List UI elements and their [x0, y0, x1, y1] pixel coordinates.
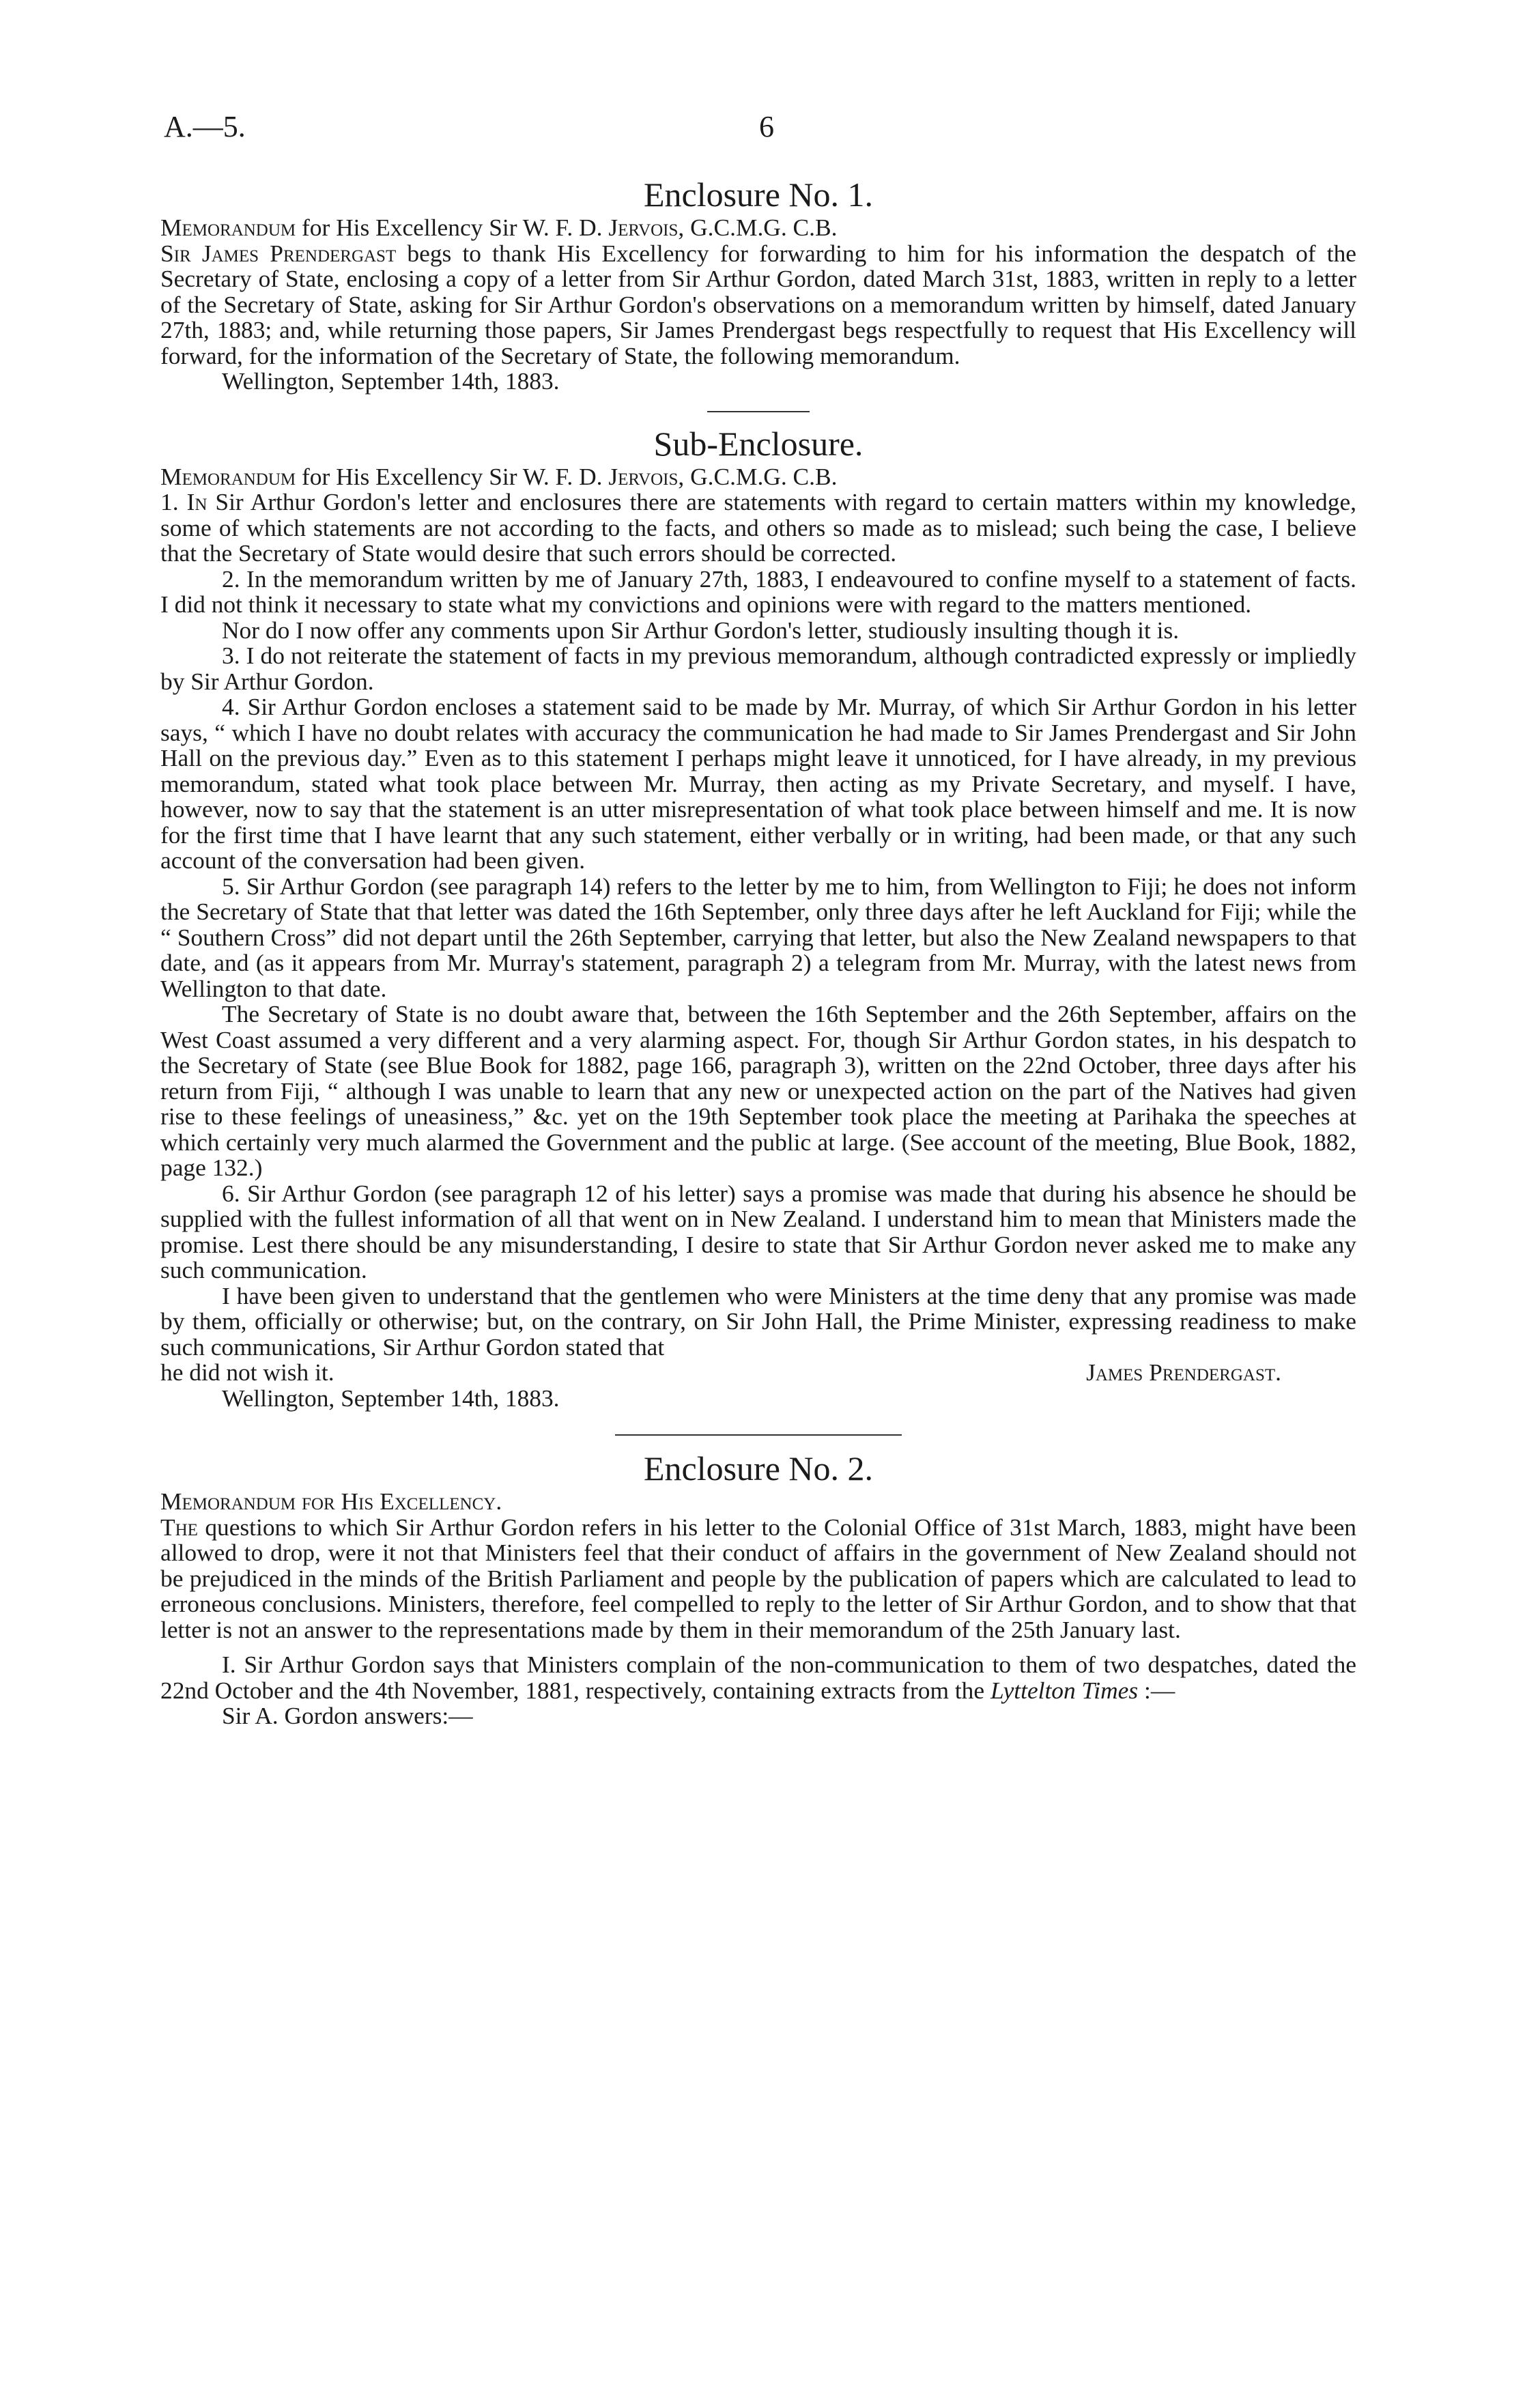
- lead-word: The: [160, 1513, 198, 1541]
- lead-name: Sir James Prendergast: [160, 239, 397, 267]
- sub-enclosure-paragraph-6b: I have been given to understand that the gentlemen who were Ministers at the time deny that any promise was made by them, officially or otherwise; but, on the contrary, on Sir John Hall, the Prime Minister, expressing readiness to make such communications, Sir Arthur Gordon stated that: [160, 1281, 1356, 1361]
- enclosure-1-memo-title: [160, 215, 1356, 241]
- sub-enclosure-paragraph-2: 2. In the memorandum written by me of January 27th, 1883, I endeavoured to confine myself to a statement of facts. I did not think it necessary to state what my convictions and opinions were with regard to the matters mentioned.: [160, 565, 1356, 618]
- sub-enclosure-dateline: Wellington, September 14th, 1883.: [222, 1384, 560, 1412]
- paragraph-text: questions to which Sir Arthur Gordon refers in his letter to the Colonial Office of 31st March, 1883, might have been allowed to drop, were it not that Ministers feel that their conduct of affairs in the government of New Zealand should not be prejudiced in the minds of the British Parliament and people by the publication of papers which are calculated to lead to erroneous conclusions. Ministers, therefore, feel compelled to reply to the letter of Sir Arthur Gordon, and to show that that letter is not an answer to the representations made by them in their memorandum of the 25th January last.: [160, 1513, 1356, 1643]
- sub-enclosure-paragraph-6: 6. Sir Arthur Gordon (see paragraph 12 of his letter) says a promise was made that during his absence he should be supplied with the fullest information of all that went on in New Zealand. I understand him to mean that Ministers made the promise. Lest there should be any misunderstanding, I desire to state that Sir Arthur Gordon never asked me to make any such communication.: [160, 1179, 1356, 1283]
- memo-rest: for His Excellency Sir W. F. D.: [302, 462, 603, 490]
- page-number: 6: [759, 110, 774, 143]
- memo-end: , G.C.M.G. C.B.: [678, 214, 838, 241]
- sub-enclosure-paragraph-5: 5. Sir Arthur Gordon (see paragraph 14) refers to the letter by me to him, from Wellington to Fiji; he does not inform the Secretary of State that that letter was dated the 16th September, only three days after he left Auckland for Fiji; while the “ Southern Cross” did not depart until the 26th September, carrying that letter, but also the New Zealand newspapers to that date, and (as it appears from Mr. Murray's statement, paragraph 2) a telegram from Mr. Murray, with the latest news from Wellington to that date.: [160, 872, 1356, 1002]
- memo-word: Memorandum: [160, 462, 296, 490]
- sub-enclosure-paragraph-1: [160, 489, 1356, 567]
- sub-enclosure-paragraph-3: 3. I do not reiterate the statement of facts in my previous memorandum, although contradicted expressly or impliedly by Sir Arthur Gordon.: [160, 642, 1356, 695]
- lead-word: 1. In: [160, 488, 208, 515]
- sub-enclosure-memo-title: [160, 464, 1356, 490]
- sub-enclosure-paragraph-5b: The Secretary of State is no doubt aware that, between the 16th September and the 26th September, affairs on the West Coast assumed a very different and a very alarming aspect. For, though Sir Arthur Gordon states, in his despatch to the Secretary of State (see Blue Book for 1882, page 166, paragraph 3), written on the 22nd October, three days after his return from Fiji, “ although I was unable to learn that any new or unexpected action on the part of the Natives had given rise to these feelings of uneasiness,” &c. yet on the 19th September took place the meeting at Parihaka the speeches at which certainly very much alarmed the Government and the public at large. (See account of the meeting, Blue Book, 1882, page 132.): [160, 1000, 1356, 1181]
- paragraph-end: :—: [1144, 1676, 1175, 1704]
- document-body: [160, 174, 1356, 1729]
- paragraph-text: begs to thank His Excellency for forwarding to him for his information the despatch of the Secretary of State, enclosing a copy of a letter from Sir Arthur Gordon, dated March 31st, 1883, written in reply to a letter of the Secretary of State, asking for Sir Arthur Gordon's observations on a memorandum written by himself, dated January 27th, 1883; and, while returning those papers, Sir James Prendergast begs respectfully to request that His Excellency will forward, for the information of the Secretary of State, the following memorandum.: [160, 239, 1356, 369]
- newspaper-title: Lyttelton Times: [990, 1676, 1139, 1704]
- memo-rest: for His Excellency Sir W. F. D.: [302, 214, 603, 241]
- closing-text: he did not wish it.: [160, 1359, 334, 1386]
- sub-enclosure-paragraph-4: 4. Sir Arthur Gordon encloses a statement said to be made by Mr. Murray, of which Sir Arthur Gordon in his letter says, “ which I have no doubt relates with accuracy the communication he had made to Sir James Prendergast and Sir John Hall on the previous day.” Even as to this statement I perhaps might leave it unnoticed, for I have already, in my previous memorandum, stated what took place between Mr. Murray, then acting as my Private Secretary, and myself. I have, however, now to say that the statement is an utter misrepresentation of what took place between himself and me. It is now for the first time that I have learnt that any such statement, either verbally or in writing, had been made, or that any such account of the conversation had been given.: [160, 693, 1356, 874]
- enclosure-1-heading: Enclosure No. 1.: [643, 175, 874, 214]
- sub-enclosure-paragraph-2b: Nor do I now offer any comments upon Sir Arthur Gordon's letter, studiously insulting though it is.: [222, 616, 1180, 644]
- enclosure-2-paragraph-1: [160, 1515, 1356, 1643]
- memo-word: Memorandum: [160, 214, 296, 241]
- memo-name: Jervois: [608, 214, 679, 241]
- enclosure-1-dateline: Wellington, September 14th, 1883.: [222, 367, 560, 395]
- enclosure-2-paragraph-2: [160, 1652, 1356, 1703]
- document-reference: A.—5.: [164, 110, 246, 143]
- enclosure-2-heading: Enclosure No. 2.: [643, 1449, 874, 1488]
- signature-line: [160, 1360, 1356, 1386]
- paragraph-text: I. Sir Arthur Gordon says that Ministers complain of the non-communication to them of two despatches, dated the 22nd October and the 4th November, 1881, respectively, containing extracts from the: [160, 1651, 1356, 1704]
- memo-name: Jervois: [608, 462, 679, 490]
- enclosure-2-memo-title: Memorandum for His Excellency.: [160, 1488, 502, 1515]
- memo-end: , G.C.M.G. C.B.: [678, 462, 838, 490]
- sub-enclosure-heading: Sub-Enclosure.: [653, 424, 864, 463]
- enclosure-1-paragraph: [160, 241, 1356, 369]
- enclosure-2-paragraph-3: Sir A. Gordon answers:—: [222, 1702, 473, 1729]
- signature: James Prendergast.: [1086, 1359, 1281, 1386]
- paragraph-text: Sir Arthur Gordon's letter and enclosures there are statements with regard to certain matters within my knowledge, some of which statements are not according to the facts, and others so made as to mislead; such being the case, I believe that the Secretary of State would desire that such errors should be corrected.: [160, 488, 1356, 567]
